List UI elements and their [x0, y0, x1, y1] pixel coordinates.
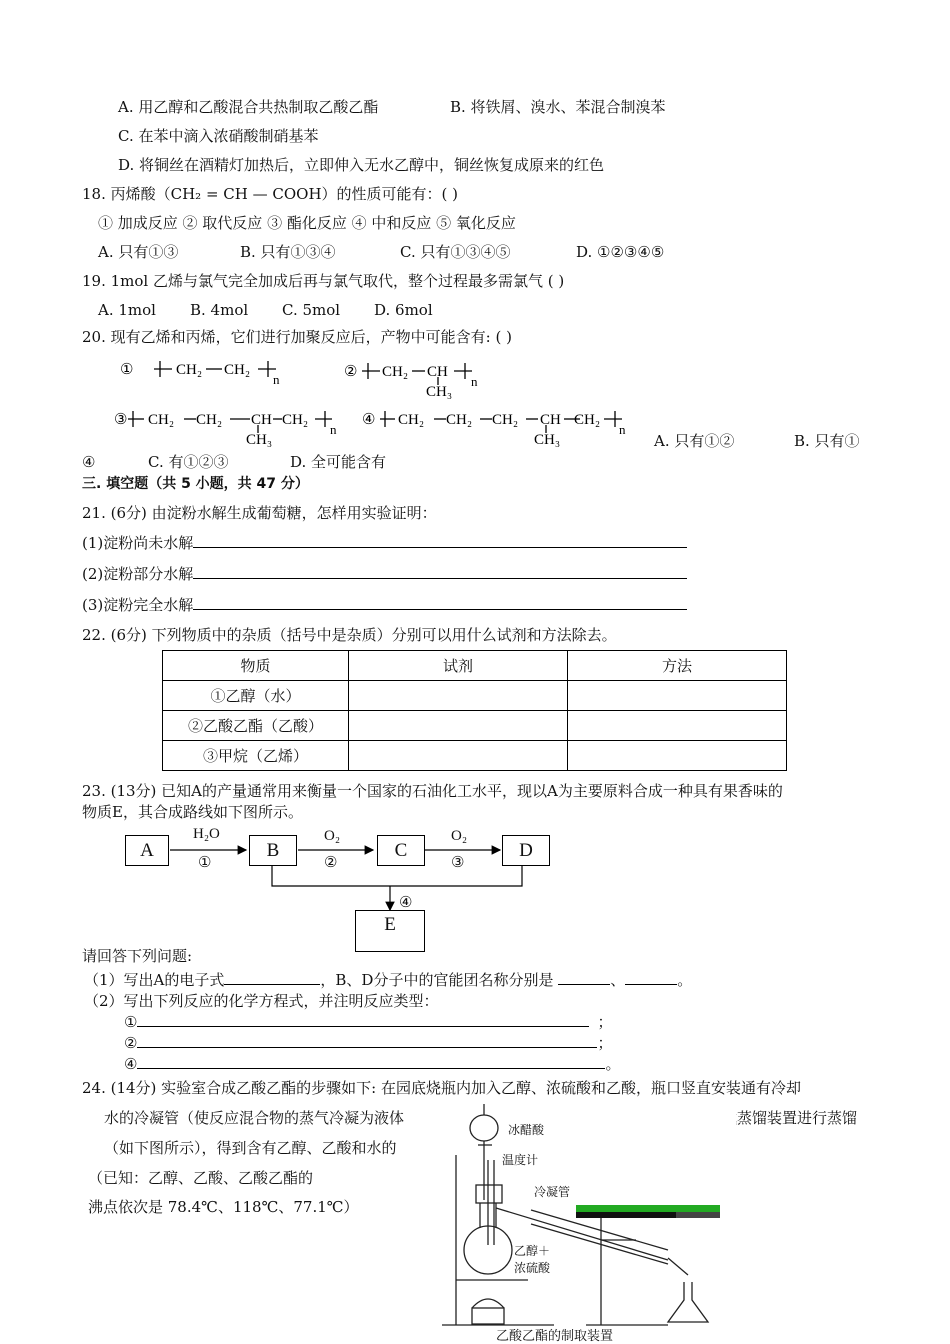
formula-2-n: n — [471, 374, 478, 389]
equation-4-period: 。 — [605, 1055, 621, 1073]
q23-part2: （2）写出下列反应的化学方程式，并注明反应类型： — [84, 992, 439, 1010]
q23-part1 — [84, 970, 692, 990]
label-thermometer: 温度计 — [502, 1153, 539, 1167]
box-d: D — [502, 835, 550, 866]
formula-1-ch2-b: CH₂ — [224, 362, 251, 378]
formula-4-n: n — [619, 422, 626, 437]
formula-3-ch3: CH₃ — [246, 432, 273, 448]
q20-stem: 20. 现有乙烯和丙烯，它们进行加聚反应后，产物中可能含有: ( ) — [82, 328, 512, 346]
q23-part1-end: 。 — [677, 971, 693, 989]
q18-items: ① 加成反应 ② 取代反应 ③ 酯化反应 ④ 中和反应 ⑤ 氧化反应 — [98, 214, 516, 232]
q24-line2-end: 戏蒸馏装置进行蒸馏 — [722, 1109, 858, 1127]
formula-4-ch3: CH₃ — [534, 432, 561, 448]
row-2-reagent-cell[interactable] — [349, 711, 568, 741]
row-1-method-cell[interactable] — [568, 681, 787, 711]
q21-sub2-label: (2)淀粉部分水解 — [82, 565, 194, 583]
equation-1-semicolon: ； — [597, 1013, 613, 1031]
q18-option-c: C. 只有①③④⑤ — [400, 243, 511, 261]
formula-2-ch2: CH₂ — [382, 364, 409, 380]
section-3-heading: 三. 填空题（共 5 小题，共 47 分） — [82, 476, 309, 492]
q24-line5: 沸点依次是 78.4℃、118℃、77.1℃） — [88, 1198, 359, 1216]
functional-group-b-blank[interactable] — [558, 970, 610, 985]
q19-stem: 19. 1mol 乙烯与氯气完全加成后再与氯气取代，整个过程最多需氯气 ( ) — [82, 272, 565, 290]
formula-2-ch3: CH₃ — [426, 384, 453, 400]
q21-answer-1[interactable] — [193, 533, 687, 548]
q23-equation-4 — [124, 1054, 620, 1074]
q17-option-c: C. 在苯中滴入浓硝酸制硝基苯 — [118, 127, 319, 145]
row-1-reagent-cell[interactable] — [349, 681, 568, 711]
label-sulfuric-acid: 浓硫酸 — [514, 1261, 551, 1275]
header-method: 方法 — [568, 651, 787, 681]
q17-option-b: B. 将铁屑、溴水、苯混合制溴苯 — [450, 98, 666, 116]
formula-4-ch: CH — [540, 412, 561, 428]
table-row — [163, 741, 787, 771]
formula-3-ch: CH — [251, 412, 272, 428]
label-glacial-acetic-acid: 冰醋酸 — [508, 1123, 545, 1137]
reaction-2-number: ② — [324, 855, 338, 871]
q23-stem-line2: 物质E，其合成路线如下图所示。 — [82, 803, 303, 821]
q21-sub1 — [82, 533, 687, 553]
equation-4-blank[interactable] — [137, 1054, 605, 1069]
label-ethanol: 乙醇＋ — [514, 1244, 551, 1258]
table-header-row — [163, 651, 787, 681]
q18-option-d: D. ①②③④⑤ — [576, 243, 665, 261]
q19-option-b: B. 4mol — [190, 301, 249, 319]
equation-2-blank[interactable] — [137, 1033, 597, 1048]
formula-2-number: ② — [344, 364, 358, 380]
formula-4-ch2-b: CH₂ — [446, 412, 473, 428]
equation-2-semicolon: ； — [597, 1034, 613, 1052]
box-c: C — [377, 835, 425, 866]
equation-1-blank[interactable] — [137, 1012, 589, 1027]
box-b: B — [249, 835, 297, 866]
formula-3-number: ③ — [114, 412, 128, 428]
q21-answer-2[interactable] — [193, 564, 687, 579]
equation-4-label: ④ — [124, 1055, 138, 1073]
table-row — [163, 681, 787, 711]
equation-2-label: ② — [124, 1034, 138, 1052]
row-3-reagent-cell[interactable] — [349, 741, 568, 771]
q24-line4: （已知：乙醇、乙酸、乙酸乙酯的 — [88, 1169, 314, 1187]
q18-option-a: A. 只有①③ — [98, 243, 179, 261]
q20-option-d: D. 全可能含有 — [290, 453, 387, 471]
q24-line2: 水的冷凝管（使反应混合物的蒸气冷凝为液体 — [104, 1109, 405, 1127]
formula-1-ch2-a: CH₂ — [176, 362, 203, 378]
q23-equation-2 — [124, 1033, 612, 1053]
formula-3-ch2-a: CH₂ — [148, 412, 175, 428]
q20-option-c: C. 有①②③ — [148, 453, 229, 471]
formula-3-n: n — [330, 422, 337, 437]
q21-sub3-label: (3)淀粉完全水解 — [82, 596, 194, 614]
reaction-1-number: ① — [198, 855, 212, 871]
row-3-method-cell[interactable] — [568, 741, 787, 771]
formula-1-number: ① — [120, 362, 134, 378]
formula-2-ch: CH — [427, 364, 448, 380]
box-a: A — [125, 835, 169, 866]
equation-1-label: ① — [124, 1013, 138, 1031]
figure-caption: 乙酸乙酯的制取装置 — [496, 1328, 614, 1342]
row-2-substance: ②乙酸乙酯（乙酸） — [163, 711, 349, 741]
functional-group-d-blank[interactable] — [625, 970, 677, 985]
reaction-1-reagent: H₂O — [193, 826, 220, 842]
formula-4-number: ④ — [362, 412, 376, 428]
q20-option-a: A. 只有①② — [654, 432, 735, 450]
row-3-substance: ③甲烷（乙烯） — [163, 741, 349, 771]
reaction-3-number: ③ — [451, 855, 465, 871]
q18-stem: 18. 丙烯酸（CH₂ = CH — COOH）的性质可能有：( ) — [82, 185, 459, 203]
label-condenser: 冷凝管 — [534, 1185, 571, 1199]
q23-ask: 请回答下列问题: — [82, 947, 193, 965]
formula-4-ch2-d: CH₂ — [574, 412, 601, 428]
formula-3-ch2-b: CH₂ — [196, 412, 223, 428]
q23-stem-line1: 23. (13分) 已知A的产量通常用来衡量一个国家的石油化工水平，现以A为主要原料合成一种具有果香味的 — [82, 782, 783, 800]
q21-stem: 21. (6分) 由淀粉水解生成葡萄糖，怎样用实验证明： — [82, 504, 437, 522]
q21-sub1-label: (1)淀粉尚未水解 — [82, 534, 194, 552]
row-1-substance: ①乙醇（水） — [163, 681, 349, 711]
q22-table — [162, 650, 787, 771]
box-e: E — [355, 910, 425, 952]
q22-stem: 22. (6分) 下列物质中的杂质（括号中是杂质）分别可以用什么试剂和方法除去。 — [82, 626, 617, 644]
q19-option-a: A. 1mol — [98, 301, 156, 319]
header-reagent: 试剂 — [349, 651, 568, 681]
q21-answer-3[interactable] — [193, 595, 687, 610]
header-substance: 物质 — [163, 651, 349, 681]
q17-option-a: A. 用乙醇和乙酸混合共热制取乙酸乙酯 — [118, 98, 379, 116]
esterification-apparatus-figure — [436, 1100, 736, 1342]
formula-4-ch2-a: CH₂ — [398, 412, 425, 428]
formula-4-ch2-c: CH₂ — [492, 412, 519, 428]
q20-option-b: B. 只有① — [794, 432, 860, 450]
q20-option-b-cont: ④ — [82, 453, 96, 471]
formula-3-ch2-c: CH₂ — [282, 412, 309, 428]
q23-part1-text-b: ，B、D分子中的官能团名称分别是 — [320, 971, 554, 989]
q21-sub3 — [82, 595, 687, 615]
table-row — [163, 711, 787, 741]
q23-part1-sep: 、 — [610, 971, 626, 989]
q24-line1: 24. (14分) 实验室合成乙酸乙酯的步骤如下: 在园底烧瓶内加入乙醇、浓硫酸和乙酸，瓶口竖直安装通有冷却 — [82, 1079, 802, 1097]
q19-option-c: C. 5mol — [282, 301, 341, 319]
q24-line3: （如下图所示），得到含有乙醇、乙酸和水的 — [104, 1139, 397, 1157]
q23-equation-1 — [124, 1012, 612, 1032]
reaction-3-reagent: O₂ — [451, 828, 468, 844]
q19-option-d: D. 6mol — [374, 301, 433, 319]
row-2-method-cell[interactable] — [568, 711, 787, 741]
electron-formula-blank[interactable] — [224, 970, 320, 985]
q17-option-d: D. 将铜丝在酒精灯加热后，立即伸入无水乙醇中，铜丝恢复成原来的红色 — [118, 156, 605, 174]
q23-part1-text-a: （1）写出A的电子式 — [84, 971, 225, 989]
formula-1-n: n — [273, 372, 280, 387]
reaction-4-number: ④ — [399, 895, 413, 911]
q18-option-b: B. 只有①③④ — [240, 243, 336, 261]
q21-sub2 — [82, 564, 687, 584]
reaction-2-reagent: O₂ — [324, 828, 341, 844]
